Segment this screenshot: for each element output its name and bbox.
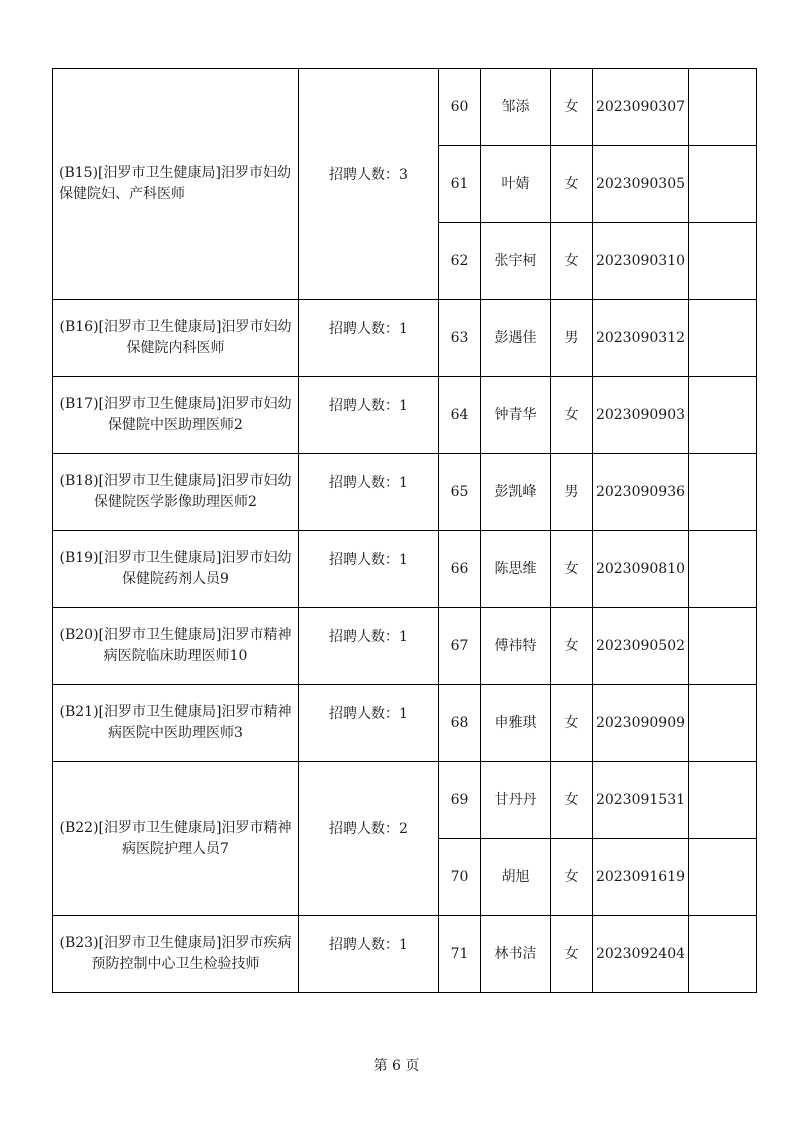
quota-label: 招聘人数：3	[329, 166, 408, 183]
remarks-cell	[689, 454, 757, 531]
exam-id-cell: 2023090305	[593, 146, 689, 223]
exam-id-cell: 2023090502	[593, 608, 689, 685]
exam-id-cell: 2023091619	[593, 839, 689, 916]
table-row	[53, 608, 757, 685]
candidate-name-cell: 林书洁	[481, 916, 551, 993]
quota-cell	[299, 608, 439, 685]
exam-id-cell: 2023090810	[593, 531, 689, 608]
candidate-name-cell: 申雅琪	[481, 685, 551, 762]
quota-cell	[299, 762, 439, 916]
remarks-cell	[689, 762, 757, 839]
candidate-name-cell: 张宇柯	[481, 223, 551, 300]
gender-cell: 女	[551, 146, 593, 223]
candidate-name-cell: 叶婧	[481, 146, 551, 223]
quota-label: 招聘人数：1	[329, 551, 408, 568]
gender-cell: 女	[551, 916, 593, 993]
candidate-table	[52, 68, 757, 993]
quota-label: 招聘人数：1	[329, 705, 408, 722]
remarks-cell	[689, 300, 757, 377]
gender-cell: 女	[551, 531, 593, 608]
remarks-cell	[689, 531, 757, 608]
position-cell: (B19)[汨罗市卫生健康局]汨罗市妇幼保健院药剂人员9	[53, 531, 299, 608]
candidate-table-body	[53, 69, 757, 993]
quota-cell	[299, 377, 439, 454]
remarks-cell	[689, 69, 757, 146]
quota-cell	[299, 300, 439, 377]
candidate-name-cell: 傅祎特	[481, 608, 551, 685]
remarks-cell	[689, 839, 757, 916]
table-row	[53, 300, 757, 377]
table-row	[53, 916, 757, 993]
gender-cell: 女	[551, 377, 593, 454]
quota-cell	[299, 531, 439, 608]
table-row	[53, 685, 757, 762]
page-footer	[0, 1055, 793, 1075]
exam-id-cell: 2023091531	[593, 762, 689, 839]
quota-label: 招聘人数：1	[329, 936, 408, 953]
table-row	[53, 69, 757, 146]
position-cell: (B23)[汨罗市卫生健康局]汨罗市疾病预防控制中心卫生检验技师	[53, 916, 299, 993]
quota-label: 招聘人数：1	[329, 397, 408, 414]
remarks-cell	[689, 377, 757, 454]
remarks-cell	[689, 916, 757, 993]
serial-number-cell: 67	[439, 608, 481, 685]
candidate-name-cell: 邹添	[481, 69, 551, 146]
serial-number-cell: 70	[439, 839, 481, 916]
remarks-cell	[689, 685, 757, 762]
serial-number-cell: 62	[439, 223, 481, 300]
gender-cell: 女	[551, 608, 593, 685]
remarks-cell	[689, 608, 757, 685]
candidate-name-cell: 彭凯峰	[481, 454, 551, 531]
gender-cell: 女	[551, 685, 593, 762]
quota-label: 招聘人数：2	[329, 821, 408, 837]
gender-cell: 女	[551, 839, 593, 916]
quota-label: 招聘人数：1	[329, 474, 408, 491]
position-cell: (B22)[汨罗市卫生健康局]汨罗市精神病医院护理人员7	[53, 762, 299, 916]
position-cell: (B16)[汨罗市卫生健康局]汨罗市妇幼保健院内科医师	[53, 300, 299, 377]
quota-cell	[299, 69, 439, 300]
serial-number-cell: 68	[439, 685, 481, 762]
serial-number-cell: 60	[439, 69, 481, 146]
serial-number-cell: 65	[439, 454, 481, 531]
page-number: 第 6 页	[373, 1058, 420, 1074]
position-cell: (B18)[汨罗市卫生健康局]汨罗市妇幼保健院医学影像助理医师2	[53, 454, 299, 531]
exam-id-cell: 2023090936	[593, 454, 689, 531]
serial-number-cell: 61	[439, 146, 481, 223]
remarks-cell	[689, 146, 757, 223]
candidate-name-cell: 彭遇佳	[481, 300, 551, 377]
quota-label: 招聘人数：1	[329, 628, 408, 645]
remarks-cell	[689, 223, 757, 300]
quota-cell	[299, 916, 439, 993]
table-row	[53, 377, 757, 454]
quota-cell	[299, 454, 439, 531]
gender-cell: 男	[551, 300, 593, 377]
serial-number-cell: 69	[439, 762, 481, 839]
position-cell: (B21)[汨罗市卫生健康局]汨罗市精神病医院中医助理医师3	[53, 685, 299, 762]
gender-cell: 女	[551, 223, 593, 300]
table-row	[53, 454, 757, 531]
serial-number-cell: 66	[439, 531, 481, 608]
table-row	[53, 531, 757, 608]
serial-number-cell: 71	[439, 916, 481, 993]
position-cell: (B17)[汨罗市卫生健康局]汨罗市妇幼保健院中医助理医师2	[53, 377, 299, 454]
quota-label: 招聘人数：1	[329, 320, 408, 337]
serial-number-cell: 63	[439, 300, 481, 377]
quota-cell	[299, 685, 439, 762]
exam-id-cell: 2023092404	[593, 916, 689, 993]
position-cell: (B20)[汨罗市卫生健康局]汨罗市精神病医院临床助理医师10	[53, 608, 299, 685]
serial-number-cell: 64	[439, 377, 481, 454]
exam-id-cell: 2023090310	[593, 223, 689, 300]
candidate-name-cell: 甘丹丹	[481, 762, 551, 839]
candidate-name-cell: 胡旭	[481, 839, 551, 916]
candidate-name-cell: 陈思维	[481, 531, 551, 608]
exam-id-cell: 2023090909	[593, 685, 689, 762]
gender-cell: 女	[551, 762, 593, 839]
exam-id-cell: 2023090312	[593, 300, 689, 377]
gender-cell: 男	[551, 454, 593, 531]
gender-cell: 女	[551, 69, 593, 146]
exam-id-cell: 2023090307	[593, 69, 689, 146]
candidate-name-cell: 钟青华	[481, 377, 551, 454]
position-cell: (B15)[汨罗市卫生健康局]汨罗市妇幼保健院妇、产科医师	[53, 69, 299, 300]
table-row	[53, 762, 757, 839]
exam-id-cell: 2023090903	[593, 377, 689, 454]
